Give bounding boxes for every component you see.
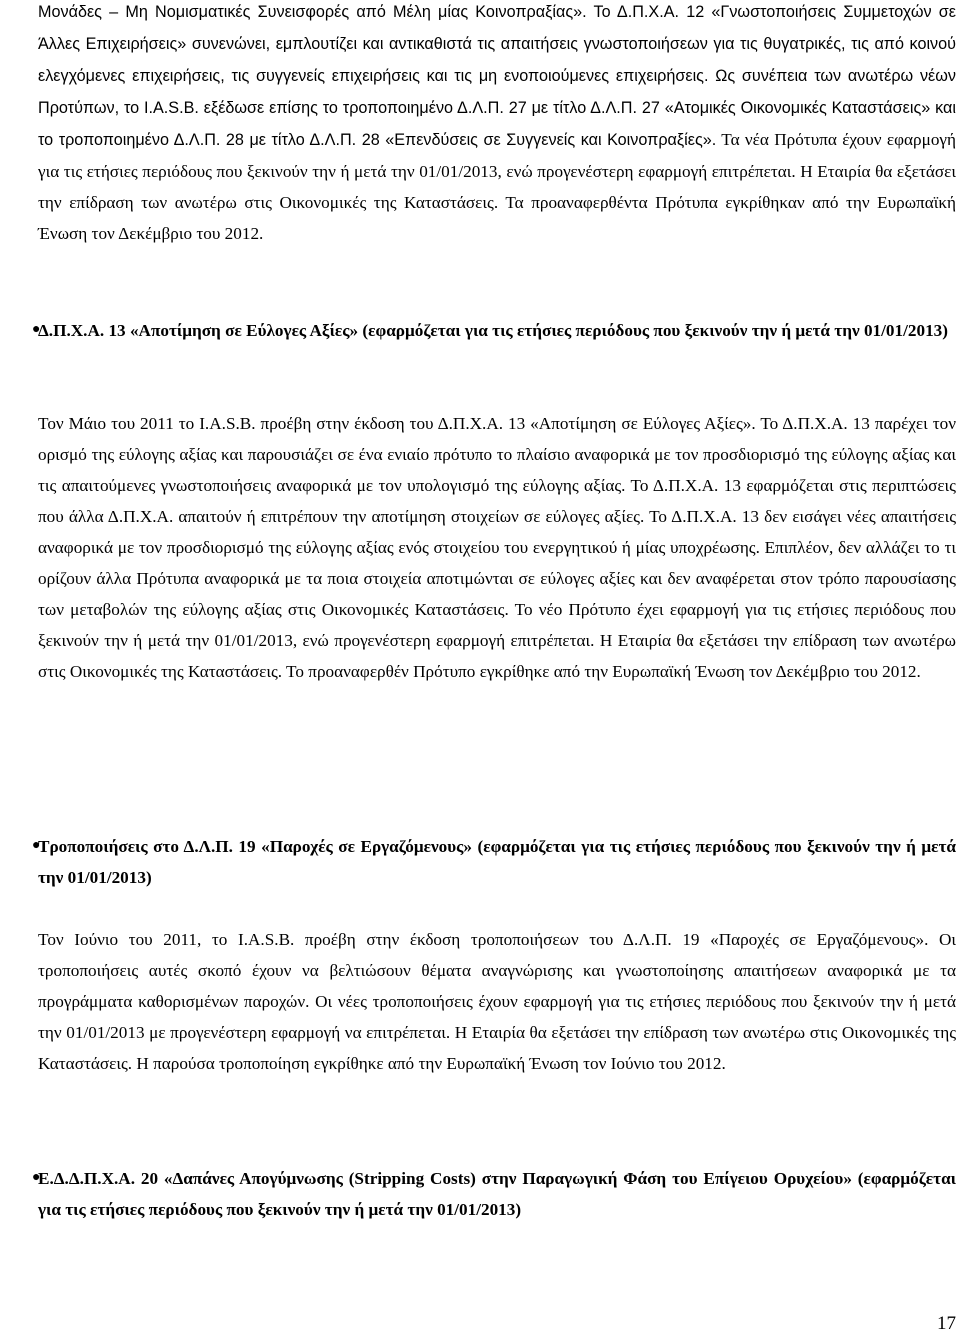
intro-paragraph-serif-part: Τα νέα Πρότυπα έχουν εφαρμογή για τις ετήσιες περιόδους που ξεκινούν την ή μετά την 01/01/2013, ενώ προγενέστερη εφαρμογή επιτρέπεται. Η Εταιρία θα εξετάσει την επίδραση των ανωτέρω στις Οικονομικές της Καταστάσεις. Τα προαναφερθέντα Πρότυπα εγκρίθηκαν από την Ευρωπαϊκή Ένωση τον Δεκέμβριο του 2012.: [38, 130, 956, 243]
section-ifrs13-heading: [38, 315, 956, 346]
intro-paragraph-sans-part: Μονάδες – Μη Νομισματικές Συνεισφορές από Μέλη μίας Κοινοπραξίας». Το Δ.Π.Χ.Α. 12 «Γνωστοποιήσεις Συμμετοχών σε Άλλες Επιχειρήσεις» συνενώνει, εμπλουτίζει και αντικαθιστά τις απαιτήσεις γνωστοποιήσεων για τις θυγατρικές, τις από κοινού ελεγχόμενες επιχειρήσεις, τις συγγενείς επιχειρήσεις και τις μη ενοποιούμενες επιχειρήσεις. Ως συνέπεια των ανωτέρω νέων Προτύπων, το I.A.S.B. εξέδωσε επίσης το τροποποιημένο Δ.Λ.Π. 27 με τίτλο Δ.Λ.Π. 27 «Ατομικές Οικονομικές Καταστάσεις» και το τροποποιημένο Δ.Λ.Π. 28 με τίτλο Δ.Λ.Π. 28 «Επενδύσεις σε Συγγενείς και Κοινοπραξίες».: [38, 3, 956, 149]
section-ias19-body: Τον Ιούνιο του 2011, το I.A.S.B. προέβη στην έκδοση τροποποιήσεων του Δ.Λ.Π. 19 «Παροχές σε Εργαζόμενους». Οι τροποποιήσεις αυτές σκοπό έχουν να βελτιώσουν θέματα αναγνώρισης και γνωστοποίησης απαιτήσεων αναφορικά με τα προγράμματα καθορισμένων παροχών. Οι νέες τροποποιήσεις έχουν εφαρμογή για τις ετήσιες περιόδους που ξεκινούν την ή μετά την 01/01/2013 με προγενέστερη εφαρμογή να επιτρέπεται. Η Εταιρία θα εξετάσει την επίδραση των ανωτέρω στις Οικονομικές της Καταστάσεις. Η παρούσα τροποποίηση εγκρίθηκε από την Ευρωπαϊκή Ένωση τον Ιούνιο του 2012.: [38, 930, 956, 1073]
page-number: 17: [937, 1313, 956, 1334]
section-ifrs13-body: Τον Μάιο του 2011 το I.A.S.B. προέβη στην έκδοση του Δ.Π.Χ.Α. 13 «Αποτίμηση σε Εύλογες Αξίες». Το Δ.Π.Χ.Α. 13 παρέχει τον ορισμό της εύλογης αξίας και παρουσιάζει σε ένα ενιαίο πρότυπο το πλαίσιο αναφορικά με τον προσδιορισμό της εύλογης αξίας και τις απαιτούμενες γνωστοποιήσεις αναφορικά με τον υπολογισμό της εύλογης αξίας. Το Δ.Π.Χ.Α. 13 εφαρμόζεται στις περιπτώσεις που άλλα Δ.Π.Χ.Α. απαιτούν ή επιτρέπουν την αποτίμηση στοιχείων σε εύλογες αξίες. Το Δ.Π.Χ.Α. 13 δεν εισάγει νέες απαιτήσεις αναφορικά με τον προσδιορισμό της εύλογης αξίας ενός στοιχείου του ενεργητικού ή μίας υποχρέωσης. Επιπλέον, δεν αλλάζει το τι ορίζουν άλλα Πρότυπα αναφορικά με τα ποια στοιχεία αποτιμώνται σε εύλογες αξίες και δεν αναφέρεται στον τρόπο παρουσίασης των μεταβολών της εύλογης αξίας στις Οικονομικές Καταστάσεις. Το νέο Πρότυπο έχει εφαρμογή για τις ετήσιες περιόδους που ξεκινούν την ή μετά την 01/01/2013, ενώ προγενέστερη εφαρμογή επιτρέπεται. Η Εταιρία θα εξετάσει την επίδραση των ανωτέρω στις Οικονομικές της Καταστάσεις. Το προαναφερθέν Πρότυπο εγκρίθηκε από την Ευρωπαϊκή Ένωση τον Δεκέμβριο του 2012.: [38, 414, 956, 681]
section-ias19-heading: [38, 831, 956, 893]
bullet-icon: ●: [32, 838, 41, 853]
bullet-icon: ●: [32, 1170, 41, 1185]
bullet-icon: ●: [32, 322, 41, 337]
intro-paragraph: [38, 0, 956, 249]
section-ifric20-heading: [38, 1163, 956, 1225]
section-ifric20-heading-text: Ε.Δ.Δ.Π.Χ.Α. 20 «Δαπάνες Απογύμνωσης (Stripping Costs) στην Παραγωγική Φάση του Επίγειου Ορυχείου» (εφαρμόζεται για τις ετήσιες περιόδους που ξεκινούν την ή μετά την 01/01/2013): [38, 1169, 956, 1219]
section-ias19-heading-text: Τροποποιήσεις στο Δ.Λ.Π. 19 «Παροχές σε Εργαζόμενους» (εφαρμόζεται για τις ετήσιες περιόδους που ξεκινούν την ή μετά την 01/01/2013): [38, 837, 956, 887]
section-ifrs13-heading-text: Δ.Π.Χ.Α. 13 «Αποτίμηση σε Εύλογες Αξίες» (εφαρμόζεται για τις ετήσιες περιόδους που ξεκινούν την ή μετά την 01/01/2013): [38, 321, 948, 340]
